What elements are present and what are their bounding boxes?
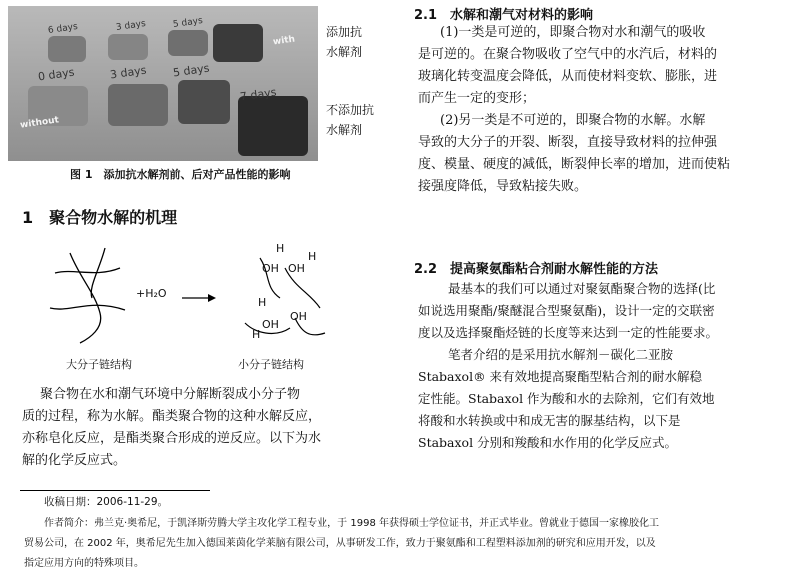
sample-block xyxy=(213,24,263,62)
photo-label: 3 days xyxy=(109,63,148,82)
author-bio xyxy=(24,514,780,574)
label-line: 水解剂 xyxy=(326,45,363,59)
chem-label: H xyxy=(308,250,317,263)
text-line: 将酸和水转换或中和成无害的脲基结构，以下是 xyxy=(418,413,681,428)
photo-label: 7 days xyxy=(239,85,278,104)
section-heading-2-2: 2.2 提高聚氨酯粘合剂耐水解性能的方法 xyxy=(414,262,659,277)
text-line: 解的化学反应式。 xyxy=(22,453,127,468)
chem-label: H xyxy=(258,296,267,309)
chem-label: H xyxy=(276,242,285,255)
text-line: 导致的大分子的开裂、断裂，直接导致材料的拉伸强 xyxy=(418,135,718,150)
diagram-caption-left: 大分子链结构 xyxy=(66,358,132,371)
text-line: 如说选用聚酯/聚醚混合型聚氨酯)，设计一定的交联密 xyxy=(418,303,715,318)
photo-label-with: with xyxy=(272,34,296,48)
photo-label-without: without xyxy=(19,115,60,131)
section-heading-2-1: 2.1 水解和潮气对材料的影响 xyxy=(414,8,594,23)
sample-block xyxy=(178,80,230,124)
footnote-rule xyxy=(20,490,210,491)
chem-label: OH xyxy=(288,262,305,275)
section1-paragraph xyxy=(22,384,392,472)
text-line: 最基本的我们可以通过对聚氨酯聚合物的选择(比 xyxy=(448,281,716,296)
photo-label: 5 days xyxy=(172,15,204,31)
text-line: 指定应用方向的特殊项目。 xyxy=(24,558,144,569)
sample-block xyxy=(48,36,86,62)
text-line: Stabaxol 分别和羧酸和水作用的化学反应式。 xyxy=(418,435,678,450)
text-line: 亦称皂化反应，是酯类聚合形成的逆反应。以下为水 xyxy=(22,431,322,446)
chem-label: H xyxy=(252,328,261,341)
text-line: (1)一类是可逆的，即聚合物对水和潮气的吸收 xyxy=(440,25,706,40)
text-line: 接强度降低，导致粘接失败。 xyxy=(418,179,588,194)
sample-block xyxy=(168,30,208,56)
section2-2-paragraph xyxy=(418,278,780,454)
text-line: 定性能。Stabaxol 作为酸和水的去除剂，它们有效地 xyxy=(418,391,715,406)
text-line: 聚合物在水和潮气环境中分解断裂成小分子物 xyxy=(40,387,301,402)
text-line: 质的过程，称为水解。酯类聚合物的这种水解反应， xyxy=(22,409,322,424)
sample-block xyxy=(238,96,308,156)
label-line: 添加抗 xyxy=(326,25,363,39)
photo-label: 6 days xyxy=(47,21,79,37)
figure-caption: 图 1 添加抗水解剂前、后对产品性能的影响 xyxy=(70,168,291,181)
text-line: 玻璃化转变温度会降低，从而使材料变软、膨胀，进 xyxy=(418,69,718,84)
plus-water: +H₂O xyxy=(136,287,167,300)
text-line: 度以及选择聚酯烃链的长度等来达到一定的性能要求。 xyxy=(418,325,719,340)
section2-1-paragraph xyxy=(418,22,778,198)
text-line: Stabaxol® 来有效地提高聚酯型粘合剂的耐水解稳 xyxy=(418,369,703,384)
text-line: 度、模量、硬度的减低，断裂伸长率的增加，进而使粘 xyxy=(418,157,731,172)
section-heading: 1 聚合物水解的机理 xyxy=(22,208,178,227)
chem-label: OH xyxy=(290,310,307,323)
label-without-agent xyxy=(326,100,374,140)
sample-block xyxy=(108,34,148,60)
photo-label: 5 days xyxy=(172,61,211,80)
hydrolysis-comparison-photo xyxy=(8,6,318,161)
text-line: 是可逆的。在聚合物吸收了空气中的水汽后，材料的 xyxy=(418,47,718,62)
text-line: 贸易公司，在 2002 年，奥希尼先生加入德国莱茵化学莱脑有限公司，从事研发工作，致力于聚氨酯和工程塑料添加剂的研究和应用开发，以及 xyxy=(24,538,656,549)
chem-label: OH xyxy=(262,262,279,275)
diagram-caption-right: 小分子链结构 xyxy=(238,358,304,371)
sample-block xyxy=(108,84,168,126)
photo-label: 0 days xyxy=(37,65,76,84)
label-line: 不添加抗 xyxy=(326,103,375,117)
chem-label: OH xyxy=(262,318,279,331)
text-line: 作者简介：弗兰克·奥希尼，于凯泽斯劳腾大学主攻化学工程专业，于 1998 年获得硕士学位证书，并正式毕业。曾就业于德国一家橡胶化工 xyxy=(44,518,659,529)
hydrolysis-diagram xyxy=(40,238,340,348)
text-line: 而产生一定的变形； xyxy=(418,91,536,106)
label-with-agent xyxy=(326,22,362,62)
photo-label: 3 days xyxy=(115,18,147,34)
text-line: (2)另一类是不可逆的，即聚合物的水解。水解 xyxy=(440,113,706,128)
text-line: 笔者介绍的是采用抗水解剂－碳化二亚胺 xyxy=(448,347,674,362)
label-line: 水解剂 xyxy=(326,123,363,137)
received-date: 收稿日期：2006-11-29。 xyxy=(44,496,169,508)
